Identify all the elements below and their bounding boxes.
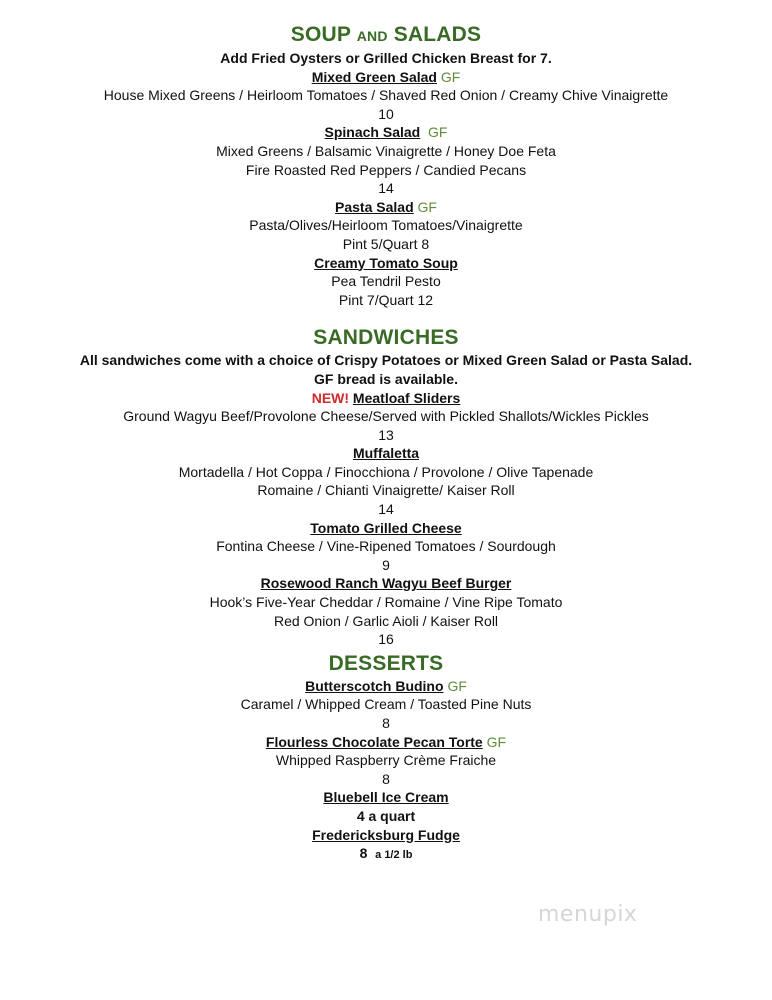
wagyu-burger-desc-2: Red Onion / Garlic Aioli / Kaiser Roll [273,612,499,629]
section-spacer [0,309,772,325]
menu-item-name-row [0,389,772,408]
wagyu-burger-price: 16 [378,631,394,648]
creamy-tomato-soup-desc: Pea Tendril Pesto [331,273,441,290]
gf-badge: GF [440,68,461,85]
creamy-tomato-soup-name: Creamy Tomato Soup [314,254,458,271]
spinach-salad-desc-2: Fire Roasted Red Peppers / Candied Pecans [245,161,527,178]
chocolate-torte-name: Flourless Chocolate Pecan Torte [265,733,483,750]
gf-bread-note: GF bread is available. [314,370,458,387]
menu-item-name-row [0,198,772,217]
mixed-green-salad-name: Mixed Green Salad [311,68,437,85]
and-heading-word: AND [356,28,388,44]
gf-badge: GF [447,677,467,694]
menu-item-name-row [0,733,772,752]
menu-item-name-row [0,574,772,593]
tomato-grilled-cheese-price: 9 [382,556,390,573]
pasta-salad-price: Pint 5/Quart 8 [342,235,430,252]
tomato-grilled-cheese-desc: Fontina Cheese / Vine-Ripened Tomatoes / Sourdough [216,538,556,555]
menu-item-name-row [0,519,772,538]
bluebell-ice-cream-price: 4 a quart [356,807,416,824]
spinach-salad-price: 14 [378,180,394,197]
gf-badge: GF [428,124,448,141]
menu-item-name-row [0,826,772,845]
creamy-tomato-soup-price: Pint 7/Quart 12 [338,291,434,308]
muffaletta-desc-2: Romaine / Chianti Vinaigrette/ Kaiser Roll [257,482,515,499]
soup-salads-heading [0,22,772,49]
chocolate-torte-price: 8 [382,770,390,787]
fudge-unit: a 1/2 lb [375,849,413,862]
pasta-salad-name: Pasta Salad [335,198,414,215]
menu-item-name-row [0,68,772,87]
butterscotch-budino-desc: Caramel / Whipped Cream / Toasted Pine Nuts [240,696,532,713]
chocolate-torte-desc: Whipped Raspberry Crème Fraiche [275,752,497,769]
fudge-price: 8 [359,845,368,862]
new-badge: NEW! [311,389,350,406]
menu-item-name-row [0,123,772,142]
salads-heading-word: SALADS [393,23,482,46]
mixed-green-salad-price: 10 [378,105,394,122]
menu-item-name-row [0,254,772,273]
meatloaf-sliders-price: 13 [378,426,394,443]
menu-item-name-row [0,444,772,463]
pasta-salad-desc: Pasta/Olives/Heirloom Tomatoes/Vinaigrette [249,217,523,234]
bluebell-ice-cream-name: Bluebell Ice Cream [323,789,449,806]
meatloaf-sliders-desc: Ground Wagyu Beef/Provolone Cheese/Served with Pickled Shallots/Wickles Pickles [123,408,649,425]
muffaletta-name: Muffaletta [352,445,420,462]
butterscotch-budino-price: 8 [382,715,390,731]
wagyu-burger-name: Rosewood Ranch Wagyu Beef Burger [260,575,512,592]
soup-salads-note: Add Fried Oysters or Grilled Chicken Breast for 7. [220,50,552,66]
gf-badge: GF [417,198,437,215]
menu-page [0,22,772,865]
desserts-heading: DESSERTS [328,651,444,675]
sandwiches-note: All sandwiches come with a choice of Crispy Potatoes or Mixed Green Salad or Pasta Salad. [79,352,693,369]
fudge-price-row [0,844,772,865]
soup-heading-word: SOUP [290,23,351,46]
spinach-salad-name: Spinach Salad [324,124,421,141]
wagyu-burger-desc-1: Hook’s Five-Year Cheddar / Romaine / Vine Ripe Tomato [209,594,563,611]
menu-item-name-row [0,788,772,807]
fredericksburg-fudge-name: Fredericksburg Fudge [312,826,460,843]
tomato-grilled-cheese-name: Tomato Grilled Cheese [310,519,462,536]
menu-item-name-row [0,677,772,696]
meatloaf-sliders-name: Meatloaf Sliders [352,389,461,406]
muffaletta-desc-1: Mortadella / Hot Coppa / Finocchiona / Provolone / Olive Tapenade [178,463,594,480]
gf-badge: GF [486,733,507,750]
muffaletta-price: 14 [378,501,394,518]
butterscotch-budino-name: Butterscotch Budino [305,677,444,694]
sandwiches-heading: SANDWICHES [313,326,459,350]
mixed-green-salad-desc: House Mixed Greens / Heirloom Tomatoes / Shaved Red Onion / Creamy Chive Vinaigrette [103,87,669,104]
menupix-watermark: menupix [538,902,638,927]
spinach-salad-desc-1: Mixed Greens / Balsamic Vinaigrette / Honey Doe Feta [216,142,556,159]
